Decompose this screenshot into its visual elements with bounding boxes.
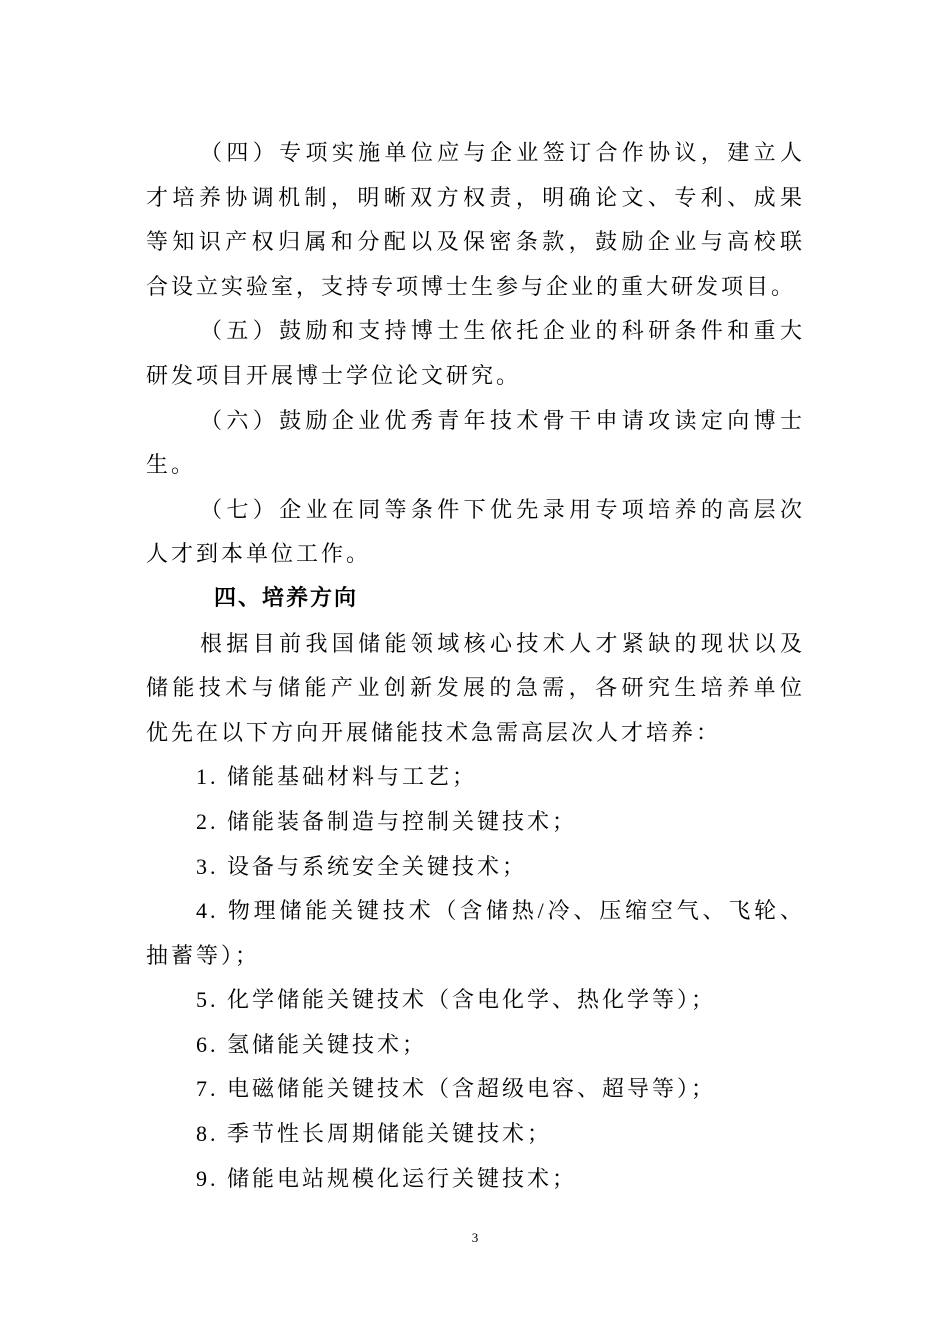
paragraph-clause-7 [146,488,805,577]
text-line: 人才到本单位工作。 [146,541,372,567]
list-item: 3. 设备与系统安全关键技术； [196,853,528,879]
list-item: 5. 化学储能关键技术（含电化学、热化学等）； [196,987,717,1013]
text-line: （五）鼓励和支持博士生依托企业的科研条件和重大 [200,318,805,344]
text-line: 储能技术与储能产业创新发展的急需，各研究生培养单位 [146,675,805,701]
list-item: 6. 氢储能关键技术； [196,1031,428,1057]
text-line: （四）专项实施单位应与企业签订合作协议，建立人 [200,140,805,165]
text-line: 研发项目开展博士学位论文研究。 [146,362,522,388]
text-line: 优先在以下方向开展储能技术急需高层次人才培养： [146,719,722,745]
list-item: 7. 电磁储能关键技术（含超级电容、超导等）； [196,1076,717,1102]
section-heading: 四、培养方向 [214,585,359,611]
list-item: 8. 季节性长周期储能关键技术； [196,1121,553,1147]
list-item: 1. 储能基础材料与工艺； [196,764,478,790]
text-line: 生。 [146,452,197,478]
document-body [146,131,805,1201]
direction-list [146,755,805,1201]
paragraph-clause-4 [146,131,805,309]
paragraph-intro [146,622,805,756]
text-line: 等知识产权归属和分配以及保密条款，鼓励企业与高校联 [146,229,805,255]
text-line: 才培养协调机制，明晰双方权责，明确论文、专利、成果 [146,184,805,210]
text-line: 合设立实验室，支持专项博士生参与企业的重大研发项目。 [146,273,797,299]
paragraph-clause-5 [146,309,805,398]
page-number: 3 [471,1230,479,1245]
text-line: 根据目前我国储能领域核心技术人才紧缺的现状以及 [200,630,805,656]
text-line: （七）企业在同等条件下优先录用专项培养的高层次 [200,496,805,522]
list-item [146,889,805,978]
text-line: （六）鼓励企业优秀青年技术骨干申请攻读定向博士 [200,407,805,433]
list-item: 9. 储能电站规模化运行关键技术； [196,1165,578,1191]
text-line: 4. 物理储能关键技术（含储热/冷、压缩空气、飞轮、 [196,898,805,924]
text-line: 抽蓄等）； [146,942,261,968]
paragraph-clause-6 [146,399,805,488]
list-item: 2. 储能装备制造与控制关键技术； [196,808,578,834]
